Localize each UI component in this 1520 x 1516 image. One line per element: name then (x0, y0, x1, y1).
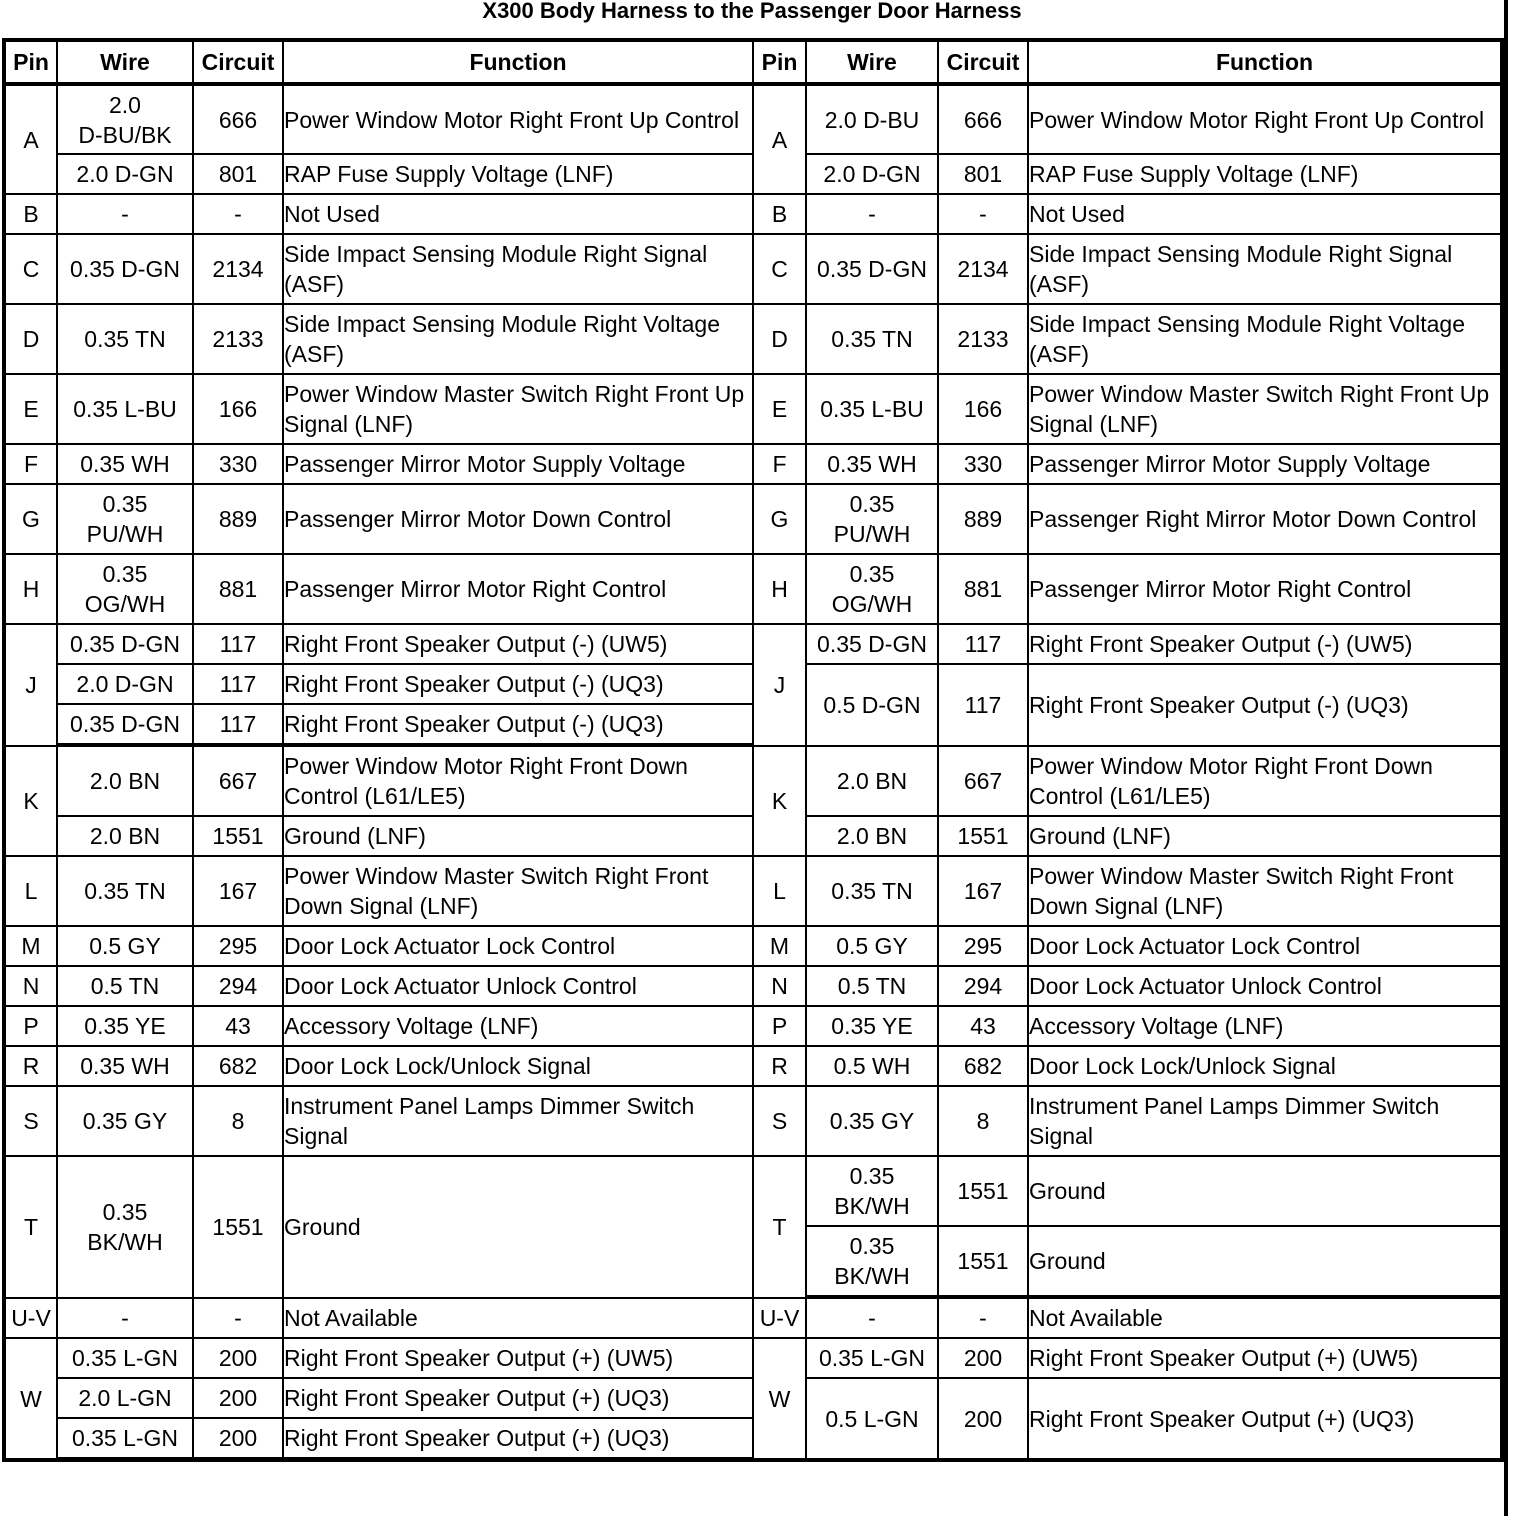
pin-cell: F (4, 444, 57, 484)
wire-cell: 0.5 GY (806, 926, 938, 966)
wire-cell: 0.5 L-GN (806, 1378, 938, 1460)
wire-cell: 0.35 TN (57, 856, 193, 926)
header-wire: Wire (57, 40, 193, 84)
circuit-cell: 200 (938, 1378, 1028, 1460)
circuit-cell: - (193, 1298, 283, 1338)
function-cell: Right Front Speaker Output (-) (UQ3) (283, 704, 753, 744)
table-row (4, 1006, 1502, 1046)
pin-cell: A (753, 84, 806, 194)
function-cell: Accessory Voltage (LNF) (283, 1006, 753, 1046)
header-circuit: Circuit (193, 40, 283, 84)
header-pin-right: Pin (753, 40, 806, 84)
circuit-cell: 117 (938, 624, 1028, 664)
wire-cell: 0.35 WH (57, 1046, 193, 1086)
function-cell: Not Available (1028, 1298, 1502, 1338)
wire-cell: 2.0 D-GN (57, 664, 193, 704)
function-cell: Ground (LNF) (1028, 816, 1502, 856)
function-cell: Side Impact Sensing Module Right Signal (ASF) (1028, 234, 1502, 304)
wire-cell: 0.5 GY (57, 926, 193, 966)
wire-cell: - (57, 194, 193, 234)
function-cell: Door Lock Actuator Lock Control (1028, 926, 1502, 966)
circuit-cell: 200 (193, 1338, 283, 1378)
circuit-cell: 200 (193, 1378, 283, 1418)
wire-cell: 0.35 TN (806, 856, 938, 926)
table-row (4, 554, 1502, 624)
pin-cell: B (4, 194, 57, 234)
pin-cell: D (4, 304, 57, 374)
wire-cell: - (57, 1298, 193, 1338)
pin-cell: E (4, 374, 57, 444)
circuit-cell: 682 (193, 1046, 283, 1086)
pin-cell: N (4, 966, 57, 1006)
circuit-cell: 295 (193, 926, 283, 966)
wire-cell: 0.35 D-GN (57, 234, 193, 304)
wire-cell: 2.0 D-GN (806, 154, 938, 194)
function-cell: Ground (LNF) (283, 816, 753, 856)
circuit-cell: 43 (193, 1006, 283, 1046)
circuit-cell: - (938, 1298, 1028, 1338)
wire-cell: 0.35 TN (57, 304, 193, 374)
wire-cell: 0.35 L-BU (57, 374, 193, 444)
pin-cell: N (753, 966, 806, 1006)
pin-cell: R (4, 1046, 57, 1086)
wire-cell: 2.0 BN (57, 816, 193, 856)
circuit-cell: - (938, 194, 1028, 234)
table-title: X300 Body Harness to the Passenger Door Harness (482, 0, 1022, 23)
pin-cell: W (4, 1338, 57, 1460)
circuit-cell: 801 (193, 154, 283, 194)
wire-cell: 0.35 BK/WH (806, 1156, 938, 1226)
wire-cell: 0.35 D-GN (806, 234, 938, 304)
circuit-cell: 200 (938, 1338, 1028, 1378)
circuit-cell: 881 (193, 554, 283, 624)
wire-cell: 2.0 BN (57, 746, 193, 816)
table-row (4, 1046, 1502, 1086)
wire-cell: 0.35 OG/WH (806, 554, 938, 624)
function-cell: Right Front Speaker Output (-) (UW5) (1028, 624, 1502, 664)
pin-cell: G (4, 484, 57, 554)
function-cell: Right Front Speaker Output (+) (UQ3) (1028, 1378, 1502, 1460)
wire-cell: 0.35 GY (57, 1086, 193, 1156)
table-row (4, 444, 1502, 484)
circuit-cell: 667 (193, 746, 283, 816)
function-cell: Door Lock Actuator Unlock Control (1028, 966, 1502, 1006)
circuit-cell: 8 (193, 1086, 283, 1156)
function-cell: Power Window Master Switch Right Front Down Signal (LNF) (283, 856, 753, 926)
circuit-cell: 1551 (938, 1226, 1028, 1296)
pin-cell: K (753, 746, 806, 856)
function-cell: Passenger Right Mirror Motor Down Control (1028, 484, 1502, 554)
wire-cell: 0.35 BK/WH (806, 1226, 938, 1296)
circuit-cell: 8 (938, 1086, 1028, 1156)
function-cell: Ground (1028, 1226, 1502, 1296)
table-row (4, 926, 1502, 966)
circuit-cell: 117 (193, 624, 283, 664)
wire-cell: 0.35 YE (57, 1006, 193, 1046)
pin-cell: G (753, 484, 806, 554)
circuit-cell: 1551 (193, 1156, 283, 1298)
wire-cell: 0.35 WH (57, 444, 193, 484)
pin-cell: B (753, 194, 806, 234)
wire-cell: 0.35 L-GN (57, 1338, 193, 1378)
pin-cell: W (753, 1338, 806, 1460)
wire-cell: 0.5 D-GN (806, 664, 938, 746)
function-cell: Door Lock Actuator Unlock Control (283, 966, 753, 1006)
function-cell: Right Front Speaker Output (-) (UW5) (283, 624, 753, 664)
function-cell: Door Lock Actuator Lock Control (283, 926, 753, 966)
circuit-cell: 294 (938, 966, 1028, 1006)
wire-cell: 0.35 L-BU (806, 374, 938, 444)
header-row (4, 40, 1502, 84)
wire-cell: 0.35 D-GN (806, 624, 938, 664)
circuit-cell: 1551 (193, 816, 283, 856)
function-cell: Power Window Motor Right Front Up Control (283, 84, 753, 154)
pin-cell: P (4, 1006, 57, 1046)
pin-cell: K (4, 746, 57, 856)
function-cell: Door Lock Lock/Unlock Signal (1028, 1046, 1502, 1086)
pin-cell: A (4, 84, 57, 194)
circuit-cell: 294 (193, 966, 283, 1006)
wire-cell: 0.35 PU/WH (57, 484, 193, 554)
wire-cell: 2.0 BN (806, 746, 938, 816)
pin-cell: P (753, 1006, 806, 1046)
function-cell: Passenger Mirror Motor Down Control (283, 484, 753, 554)
wire-cell: 2.0 D-GN (57, 154, 193, 194)
circuit-cell: 2134 (193, 234, 283, 304)
pin-cell: F (753, 444, 806, 484)
table-row (4, 1086, 1502, 1156)
circuit-cell: 43 (938, 1006, 1028, 1046)
circuit-cell: 166 (193, 374, 283, 444)
function-cell: Passenger Mirror Motor Supply Voltage (1028, 444, 1502, 484)
wire-cell: 2.0 BN (806, 816, 938, 856)
table-row (4, 1156, 1502, 1226)
pin-cell: U-V (4, 1298, 57, 1338)
pin-cell: C (753, 234, 806, 304)
table-row (4, 856, 1502, 926)
function-cell: Power Window Master Switch Right Front Up Signal (LNF) (283, 374, 753, 444)
pin-cell: L (753, 856, 806, 926)
pin-cell: T (4, 1156, 57, 1298)
circuit-cell: 117 (193, 704, 283, 744)
function-cell: Right Front Speaker Output (+) (UW5) (283, 1338, 753, 1378)
function-cell: Power Window Motor Right Front Down Control (L61/LE5) (283, 746, 753, 816)
function-cell: Instrument Panel Lamps Dimmer Switch Signal (283, 1086, 753, 1156)
circuit-cell: 1551 (938, 816, 1028, 856)
function-cell: Passenger Mirror Motor Right Control (1028, 554, 1502, 624)
pin-cell: R (753, 1046, 806, 1086)
circuit-cell: 2133 (938, 304, 1028, 374)
function-cell: RAP Fuse Supply Voltage (LNF) (283, 154, 753, 194)
circuit-cell: 330 (193, 444, 283, 484)
circuit-cell: 117 (938, 664, 1028, 746)
function-cell: Side Impact Sensing Module Right Voltage (ASF) (283, 304, 753, 374)
circuit-cell: 889 (938, 484, 1028, 554)
function-cell: Not Used (1028, 194, 1502, 234)
circuit-cell: 330 (938, 444, 1028, 484)
function-cell: Right Front Speaker Output (-) (UQ3) (283, 664, 753, 704)
pin-cell: H (753, 554, 806, 624)
circuit-cell: 295 (938, 926, 1028, 966)
wire-cell: 0.35 PU/WH (806, 484, 938, 554)
wire-cell: - (806, 1298, 938, 1338)
pin-cell: U-V (753, 1298, 806, 1338)
pin-cell: M (753, 926, 806, 966)
wire-cell: 0.5 WH (806, 1046, 938, 1086)
function-cell: Accessory Voltage (LNF) (1028, 1006, 1502, 1046)
circuit-cell: - (193, 194, 283, 234)
table-row (4, 1338, 1502, 1378)
function-cell: Right Front Speaker Output (-) (UQ3) (1028, 664, 1502, 746)
circuit-cell: 666 (193, 84, 283, 154)
circuit-cell: 167 (938, 856, 1028, 926)
pin-cell: M (4, 926, 57, 966)
header-wire-right: Wire (806, 40, 938, 84)
wire-cell: - (806, 194, 938, 234)
pin-cell: J (4, 624, 57, 746)
function-cell: Side Impact Sensing Module Right Voltage (ASF) (1028, 304, 1502, 374)
header-function: Function (283, 40, 753, 84)
wire-cell: 0.35 L-GN (57, 1418, 193, 1458)
wire-cell: 2.0 D-BU (806, 84, 938, 154)
function-cell: Door Lock Lock/Unlock Signal (283, 1046, 753, 1086)
pin-cell: S (753, 1086, 806, 1156)
function-cell: Not Available (283, 1298, 753, 1338)
function-cell: Ground (283, 1156, 753, 1298)
pin-cell: D (753, 304, 806, 374)
circuit-cell: 1551 (938, 1156, 1028, 1226)
wire-cell: 0.35 WH (806, 444, 938, 484)
wire-cell: 0.35 OG/WH (57, 554, 193, 624)
circuit-cell: 881 (938, 554, 1028, 624)
circuit-cell: 117 (193, 664, 283, 704)
table-row (4, 484, 1502, 554)
circuit-cell: 889 (193, 484, 283, 554)
table-row (4, 194, 1502, 234)
function-cell: Power Window Master Switch Right Front Down Signal (LNF) (1028, 856, 1502, 926)
wire-cell: 2.0 D-BU/BK (57, 84, 193, 154)
pin-cell: S (4, 1086, 57, 1156)
function-cell: Power Window Motor Right Front Up Control (1028, 84, 1502, 154)
circuit-cell: 801 (938, 154, 1028, 194)
wire-cell: 0.35 D-GN (57, 704, 193, 744)
function-cell: Instrument Panel Lamps Dimmer Switch Signal (1028, 1086, 1502, 1156)
table-row (4, 624, 1502, 664)
table-row (4, 304, 1502, 374)
wire-cell: 0.35 TN (806, 304, 938, 374)
wire-cell: 2.0 L-GN (57, 1378, 193, 1418)
pinout-table (2, 38, 1504, 1462)
table-row (4, 374, 1502, 444)
pin-cell: E (753, 374, 806, 444)
wire-cell: 0.5 TN (806, 966, 938, 1006)
circuit-cell: 682 (938, 1046, 1028, 1086)
function-cell: Passenger Mirror Motor Right Control (283, 554, 753, 624)
right-border-line (1504, 0, 1508, 1516)
header-pin: Pin (4, 40, 57, 84)
wire-cell: 0.35 D-GN (57, 624, 193, 664)
pin-cell: C (4, 234, 57, 304)
wire-cell: 0.35 GY (806, 1086, 938, 1156)
pin-cell: T (753, 1156, 806, 1298)
header-function-right: Function (1028, 40, 1502, 84)
function-cell: Passenger Mirror Motor Supply Voltage (283, 444, 753, 484)
wire-cell: 0.35 BK/WH (57, 1156, 193, 1298)
pin-cell: J (753, 624, 806, 746)
circuit-cell: 167 (193, 856, 283, 926)
function-cell: Power Window Motor Right Front Down Control (L61/LE5) (1028, 746, 1502, 816)
table-row (4, 234, 1502, 304)
function-cell: Side Impact Sensing Module Right Signal (ASF) (283, 234, 753, 304)
function-cell: RAP Fuse Supply Voltage (LNF) (1028, 154, 1502, 194)
function-cell: Right Front Speaker Output (+) (UQ3) (283, 1418, 753, 1458)
table-row (4, 966, 1502, 1006)
circuit-cell: 166 (938, 374, 1028, 444)
circuit-cell: 200 (193, 1418, 283, 1458)
wire-cell: 0.35 L-GN (806, 1338, 938, 1378)
circuit-cell: 2133 (193, 304, 283, 374)
function-cell: Not Used (283, 194, 753, 234)
function-cell: Ground (1028, 1156, 1502, 1226)
function-cell: Right Front Speaker Output (+) (UQ3) (283, 1378, 753, 1418)
function-cell: Power Window Master Switch Right Front Up Signal (LNF) (1028, 374, 1502, 444)
wire-cell: 0.5 TN (57, 966, 193, 1006)
circuit-cell: 666 (938, 84, 1028, 154)
table-row (4, 746, 1502, 816)
pin-cell: H (4, 554, 57, 624)
circuit-cell: 2134 (938, 234, 1028, 304)
pin-cell: L (4, 856, 57, 926)
function-cell: Right Front Speaker Output (+) (UW5) (1028, 1338, 1502, 1378)
table-row (4, 1298, 1502, 1338)
wire-cell: 0.35 YE (806, 1006, 938, 1046)
table-row (4, 84, 1502, 154)
circuit-cell: 667 (938, 746, 1028, 816)
header-circuit-right: Circuit (938, 40, 1028, 84)
